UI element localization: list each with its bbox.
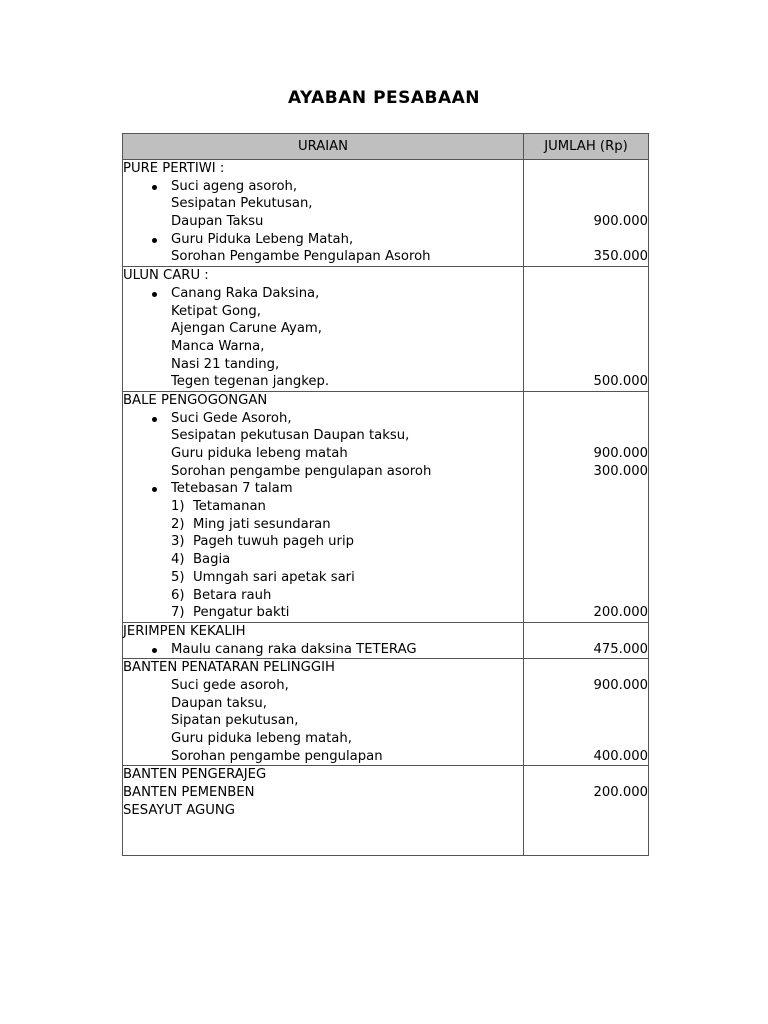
amount-value xyxy=(524,285,648,303)
item-line: Guru piduka lebeng matah xyxy=(171,446,348,461)
bullet-item: Suci Gede Asoroh, xyxy=(123,410,523,428)
jumlah-cell xyxy=(524,622,649,658)
item-text: Ming jati sesundaran xyxy=(193,516,331,532)
amount-value xyxy=(524,766,648,784)
spacer xyxy=(123,819,523,855)
header-jumlah: JUMLAH (Rp) xyxy=(524,134,649,160)
jumlah-cell xyxy=(524,659,649,766)
item-text: Umngah sari apetak sari xyxy=(193,569,355,585)
amount-value xyxy=(524,730,648,748)
item-text: Pengatur bakti xyxy=(193,605,290,621)
amount-value xyxy=(524,410,648,428)
uraian-cell xyxy=(123,622,524,658)
amount-value: 300.000 xyxy=(593,463,648,479)
header-uraian: URAIAN xyxy=(123,134,524,160)
numbered-item xyxy=(123,569,523,587)
section-heading: JERIMPEN KEKALIH xyxy=(123,623,246,639)
amount-value xyxy=(524,569,648,587)
amount-value xyxy=(524,195,648,213)
section-heading: BANTEN PENGERAJEG xyxy=(123,767,267,783)
amount-value xyxy=(524,231,648,249)
item-line: Daupan Taksu xyxy=(171,214,264,230)
table-row xyxy=(123,391,649,622)
item-line: Sorohan pengambe pengulapan xyxy=(171,748,383,764)
item-number: 1) xyxy=(171,499,185,515)
amount-value xyxy=(524,356,648,374)
amount-value xyxy=(524,178,648,196)
amount-value: 200.000 xyxy=(593,605,648,621)
bullet-item: Maulu canang raka daksina TETERAG xyxy=(123,641,523,659)
cost-table xyxy=(122,133,649,856)
amount-value: 475.000 xyxy=(593,641,648,657)
item-line: Tegen tegenan jangkep. xyxy=(171,374,330,390)
uraian-cell xyxy=(123,160,524,267)
item-line: Sesipatan pekutusan Daupan taksu, xyxy=(171,428,410,444)
numbered-item xyxy=(123,551,523,569)
uraian-cell xyxy=(123,267,524,392)
section-heading: ULUN CARU : xyxy=(123,268,209,284)
table-row xyxy=(123,766,649,856)
amount-value: 900.000 xyxy=(593,677,648,693)
amount-value xyxy=(524,712,648,730)
bullet-item: Canang Raka Daksina, xyxy=(123,285,523,303)
item-line: Sorohan Pengambe Pengulapan Asoroh xyxy=(171,249,431,265)
amount-value: 350.000 xyxy=(593,249,648,265)
table-row xyxy=(123,622,649,658)
item-text: Betara rauh xyxy=(193,587,272,603)
amount-value xyxy=(524,498,648,516)
numbered-item xyxy=(123,516,523,534)
amount-value xyxy=(524,338,648,356)
amount-value xyxy=(524,427,648,445)
amount-value: 900.000 xyxy=(593,446,648,461)
numbered-item xyxy=(123,498,523,516)
numbered-item xyxy=(123,587,523,605)
numbered-item xyxy=(123,604,523,622)
bullet-item: Guru Piduka Lebeng Matah, xyxy=(123,231,523,249)
section-heading: BALE PENGOGONGAN xyxy=(123,392,268,408)
amount-value xyxy=(524,392,648,410)
table-row xyxy=(123,659,649,766)
bullet-item: Suci ageng asoroh, xyxy=(123,178,523,196)
item-line: Suci gede asoroh, xyxy=(171,677,289,693)
page-title: AYABAN PESABAAN xyxy=(287,88,481,108)
amount-value xyxy=(524,267,648,285)
item-number: 7) xyxy=(171,605,185,621)
item-line: Guru piduka lebeng matah, xyxy=(171,731,352,746)
jumlah-cell xyxy=(524,766,649,856)
amount-value xyxy=(524,480,648,498)
item-text: Tetamanan xyxy=(193,499,266,515)
jumlah-cell xyxy=(524,267,649,392)
item-number: 5) xyxy=(171,569,185,585)
numbered-item xyxy=(123,533,523,551)
jumlah-cell xyxy=(524,391,649,622)
amount-value: 900.000 xyxy=(593,214,648,230)
item-number: 4) xyxy=(171,552,185,568)
item-line: Ketipat Gong, xyxy=(171,303,261,319)
amount-value xyxy=(524,320,648,338)
item-line: Daupan taksu, xyxy=(171,695,267,711)
section-heading: BANTEN PENATARAN PELINGGIH xyxy=(123,660,335,676)
amount-value xyxy=(524,623,648,641)
uraian-cell xyxy=(123,766,524,856)
section-heading: BANTEN PEMENBEN xyxy=(123,785,255,801)
item-line: Ajengan Carune Ayam, xyxy=(171,321,322,337)
bullet-item: Tetebasan 7 talam xyxy=(123,480,523,498)
uraian-cell xyxy=(123,391,524,622)
item-number: 6) xyxy=(171,587,185,603)
item-line: Nasi 21 tanding, xyxy=(171,356,280,372)
section-heading: SESAYUT AGUNG xyxy=(123,802,236,818)
amount-value xyxy=(524,802,648,820)
section-heading: PURE PERTIWI : xyxy=(123,161,225,176)
amount-value xyxy=(524,533,648,551)
item-line: Manca Warna, xyxy=(171,338,265,354)
item-line: Sipatan pekutusan, xyxy=(171,713,299,729)
amount-value: 200.000 xyxy=(593,785,648,801)
amount-value xyxy=(524,695,648,713)
table-row xyxy=(123,160,649,267)
item-line: Sorohan pengambe pengulapan asoroh xyxy=(171,463,432,479)
uraian-cell xyxy=(123,659,524,766)
item-line: Sesipatan Pekutusan, xyxy=(171,196,313,212)
table-row xyxy=(123,267,649,392)
amount-value: 500.000 xyxy=(593,374,648,390)
amount-value xyxy=(524,160,648,178)
item-number: 3) xyxy=(171,534,185,550)
item-text: Bagia xyxy=(193,552,231,568)
amount-value xyxy=(524,587,648,605)
item-text: Pageh tuwuh pageh urip xyxy=(193,534,354,550)
amount-value xyxy=(524,659,648,677)
amount-value xyxy=(524,303,648,321)
amount-value xyxy=(524,516,648,534)
table-header-row xyxy=(123,134,649,160)
amount-value: 400.000 xyxy=(593,748,648,764)
item-number: 2) xyxy=(171,516,185,532)
amount-value xyxy=(524,551,648,569)
jumlah-cell xyxy=(524,160,649,267)
